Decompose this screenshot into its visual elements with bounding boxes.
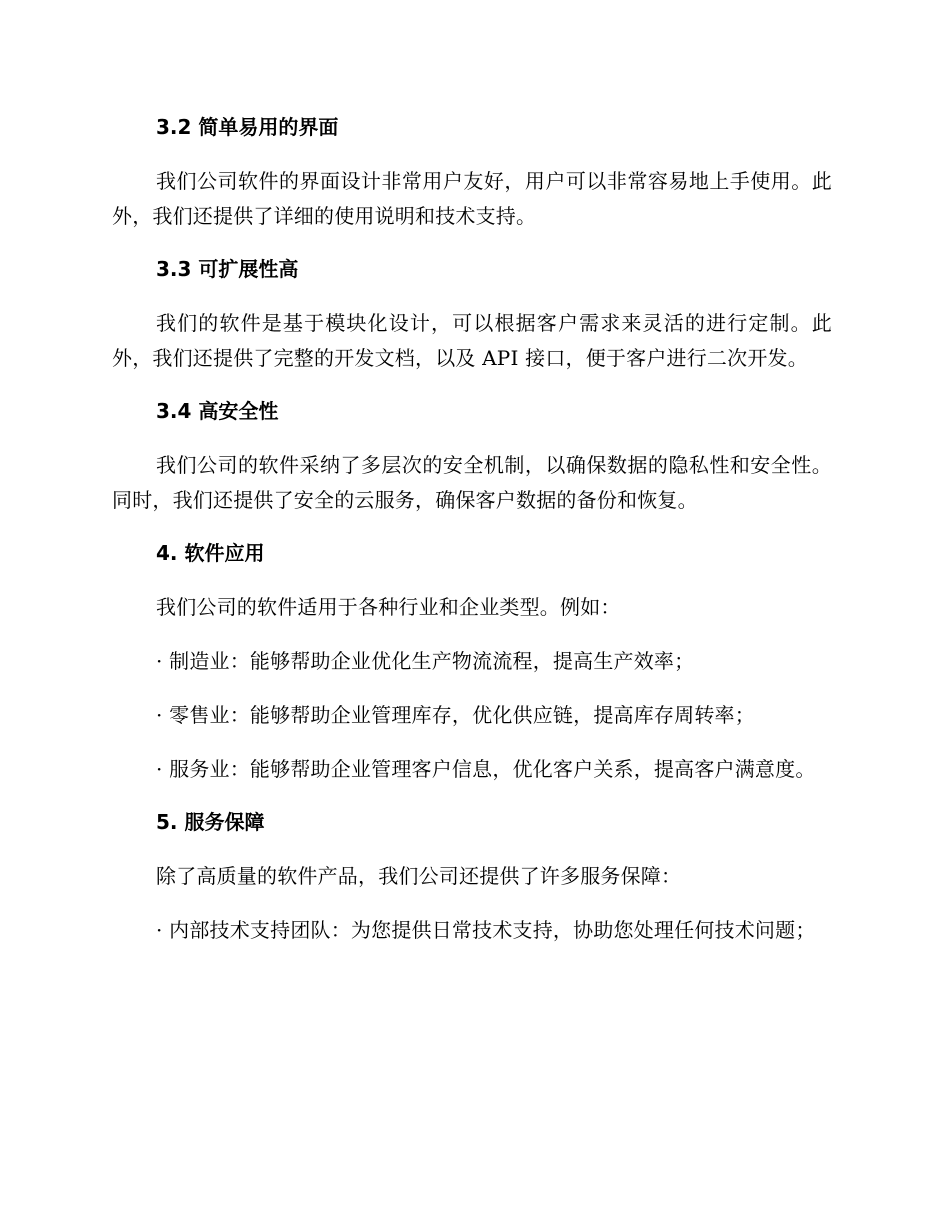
section-paragraph-3-2: 我们公司软件的界面设计非常用户友好，用户可以非常容易地上手使用。此外，我们还提供了详细的使用说明和技术支持。	[112, 169, 832, 228]
section-heading-3-4: 3.4 高安全性	[156, 399, 279, 423]
section-heading-3-3: 3.3 可扩展性高	[156, 257, 299, 281]
section-paragraph-3-3: 我们的软件是基于模块化设计，可以根据客户需求来灵活的进行定制。此外，我们还提供了完整的开发文档，以及 API 接口，便于客户进行二次开发。	[112, 311, 832, 370]
section-heading-4: 4. 软件应用	[156, 541, 265, 565]
list-item: · 零售业：能够帮助企业管理库存，优化供应链，提高库存周转率；	[156, 703, 755, 727]
list-item: · 服务业：能够帮助企业管理客户信息，优化客户关系，提高客户满意度。	[156, 757, 816, 781]
list-item: · 制造业：能够帮助企业优化生产物流流程，提高生产效率；	[156, 649, 695, 673]
document-body	[112, 111, 832, 967]
section-heading-5: 5. 服务保障	[156, 810, 265, 834]
section-intro-5: 除了高质量的软件产品，我们公司还提供了许多服务保障：	[156, 864, 682, 888]
section-heading-3-2: 3.2 简单易用的界面	[156, 115, 339, 139]
section-paragraph-3-4: 我们公司的软件采纳了多层次的安全机制，以确保数据的隐私性和安全性。同时，我们还提供了安全的云服务，确保客户数据的备份和恢复。	[112, 453, 832, 512]
list-item: · 内部技术支持团队：为您提供日常技术支持，协助您处理任何技术问题；	[156, 918, 816, 942]
section-intro-4: 我们公司的软件适用于各种行业和企业类型。例如：	[156, 595, 621, 619]
